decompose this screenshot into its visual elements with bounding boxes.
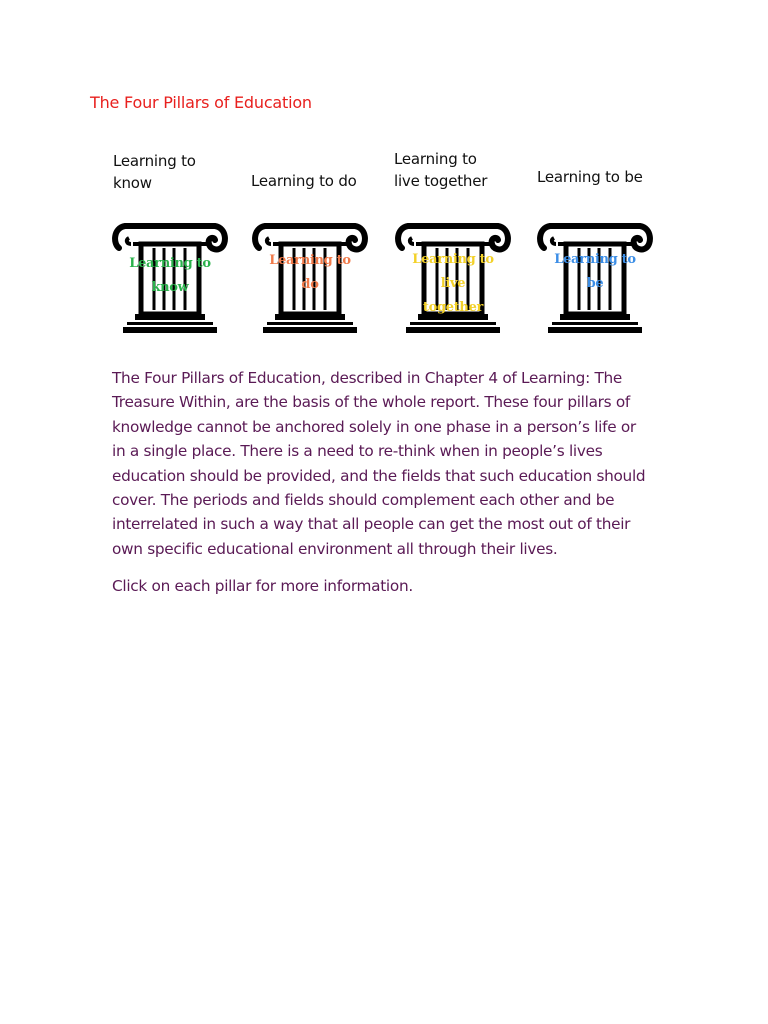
pillar-image-line: Learning to [554, 252, 636, 267]
page-title: The Four Pillars of Education [90, 93, 312, 112]
pillar-image-text [111, 252, 229, 300]
pillar-label-be [537, 166, 643, 188]
pillar-label-know [113, 150, 196, 194]
click-instruction: Click on each pillar for more information. [112, 577, 413, 595]
pillar-image-line: know [151, 280, 189, 295]
pillar-label-line: Learning to [113, 152, 196, 170]
pillar-image-text [251, 249, 369, 297]
description-paragraph [112, 366, 652, 561]
pillar-label-line: know [113, 174, 152, 192]
pillar-learning-to-be[interactable] [536, 218, 654, 336]
pillar-learning-to-do[interactable] [251, 218, 369, 336]
pillar-label-line: live together [394, 172, 488, 190]
pillar-image-line: do [301, 277, 319, 292]
pillar-image-line: together [422, 300, 484, 315]
pillar-label-line: Learning to be [537, 168, 643, 186]
pillar-image-line: Learning to [129, 256, 211, 271]
pillar-label-live-together [394, 148, 487, 192]
description-text: The Four Pillars of Education, described in Chapter 4 of Learning: The Treasure Within, are the basis of the whole report. These four pillars of knowledge cannot be anchored solely in one phase in a person’s life or in a single place. There is a need to re-think when in people’s lives education should be provided, and the fields that such education should cover. The periods and fields should complement each other and be interrelated in such a way that all people can get the most out of their own specific educational environment all through their lives. [112, 369, 646, 558]
pillar-learning-to-live-together[interactable] [394, 218, 512, 336]
pillar-image-line: Learning to [269, 253, 351, 268]
pillar-label-line: Learning to do [251, 172, 357, 190]
pillar-image-text [394, 248, 512, 320]
pillar-label-do [251, 170, 357, 192]
pillar-learning-to-know[interactable] [111, 218, 229, 336]
pillar-label-line: Learning to [394, 150, 477, 168]
pillar-image-line: live [440, 276, 466, 291]
pillar-image-line: be [586, 276, 604, 291]
pillar-image-text [536, 248, 654, 296]
pillar-image-line: Learning to [412, 252, 494, 267]
